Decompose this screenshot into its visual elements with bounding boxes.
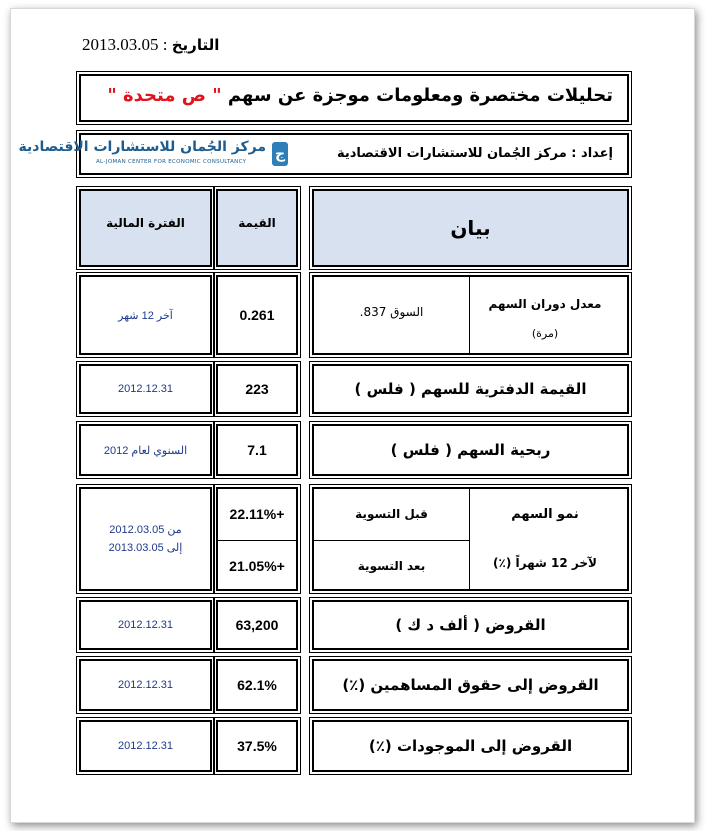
turnover-unit: (مرة) bbox=[531, 327, 559, 340]
center-logo bbox=[18, 139, 296, 171]
growth-before-label: قبل التسوية bbox=[355, 507, 428, 521]
row-turnover-period: آخر 12 شهر bbox=[79, 275, 212, 355]
growth-after-label: بعد التسوية bbox=[357, 559, 426, 573]
row-turnover-label bbox=[312, 275, 629, 355]
row-loans-assets-value: 37.5% bbox=[216, 720, 298, 772]
date-value: 2013.03.05 bbox=[82, 35, 159, 54]
row-eps-period: السنوي لعام 2012 bbox=[79, 424, 212, 476]
date-label: التاريخ bbox=[171, 36, 220, 54]
row-loans-assets-period: 2012.12.31 bbox=[79, 720, 212, 772]
row-loans-equity-period: 2012.12.31 bbox=[79, 659, 212, 711]
row-growth-value bbox=[216, 487, 298, 591]
row-growth-label bbox=[312, 487, 629, 591]
row-eps-label: ربحية السهم ( فلس ) bbox=[312, 424, 629, 476]
row-growth-period bbox=[79, 487, 212, 591]
growth-sub: لآخر 12 شهراً (٪) bbox=[493, 556, 597, 570]
row-loans-value: 63,200 bbox=[216, 600, 298, 650]
title-box bbox=[79, 74, 629, 122]
row-loans-label: القروض ( ألف د ك ) bbox=[312, 600, 629, 650]
title-quote-close: " bbox=[107, 85, 117, 106]
turnover-label: معدل دوران السهم bbox=[488, 297, 602, 311]
row-loans-equity-label: القروض إلى حقوق المساهمين (٪) bbox=[312, 659, 629, 711]
row-book-value-label: القيمة الدفترية للسهم ( فلس ) bbox=[312, 364, 629, 414]
header-statement: بيان bbox=[312, 189, 629, 267]
row-loans-assets-label: القروض إلى الموجودات (٪) bbox=[312, 720, 629, 772]
header-period: الفترة المالية bbox=[79, 189, 212, 267]
row-loans-period: 2012.12.31 bbox=[79, 600, 212, 650]
logo-icon: ج bbox=[272, 142, 288, 166]
row-book-value-value: 223 bbox=[216, 364, 298, 414]
prepared-by: إعداد : مركز الجُمان للاستشارات الاقتصادية bbox=[336, 146, 613, 161]
logo-arabic-text: مركز الجُمان للاستشارات الاقتصادية bbox=[18, 139, 266, 155]
date-line: 2013.03.05 : التاريخ bbox=[82, 35, 220, 54]
title-quote-open: " bbox=[212, 85, 222, 106]
page-title bbox=[107, 85, 613, 106]
row-book-value-period: 2012.12.31 bbox=[79, 364, 212, 414]
row-loans-equity-value: 62.1% bbox=[216, 659, 298, 711]
title-main: تحليلات مختصرة ومعلومات موجزة عن سهم bbox=[227, 85, 613, 106]
growth-value-after: 21.05%+ bbox=[229, 558, 285, 574]
growth-period-to: إلى 2013.03.05 bbox=[108, 542, 183, 554]
prepared-by-box bbox=[18, 133, 629, 175]
growth-value-before: 22.11%+ bbox=[229, 506, 285, 522]
logo-english-text: AL-JOMAN CENTER FOR ECONOMIC CONSULTANCY bbox=[96, 159, 247, 165]
header-value: القيمة bbox=[216, 189, 298, 267]
growth-period-from: من 2012.03.05 bbox=[109, 524, 182, 536]
turnover-market: السوق 837. bbox=[359, 305, 424, 319]
row-turnover-value: 0.261 bbox=[216, 275, 298, 355]
growth-label: نمو السهم bbox=[511, 507, 579, 522]
row-eps-value: 7.1 bbox=[216, 424, 298, 476]
title-stock-name: ص متحدة bbox=[123, 85, 206, 106]
